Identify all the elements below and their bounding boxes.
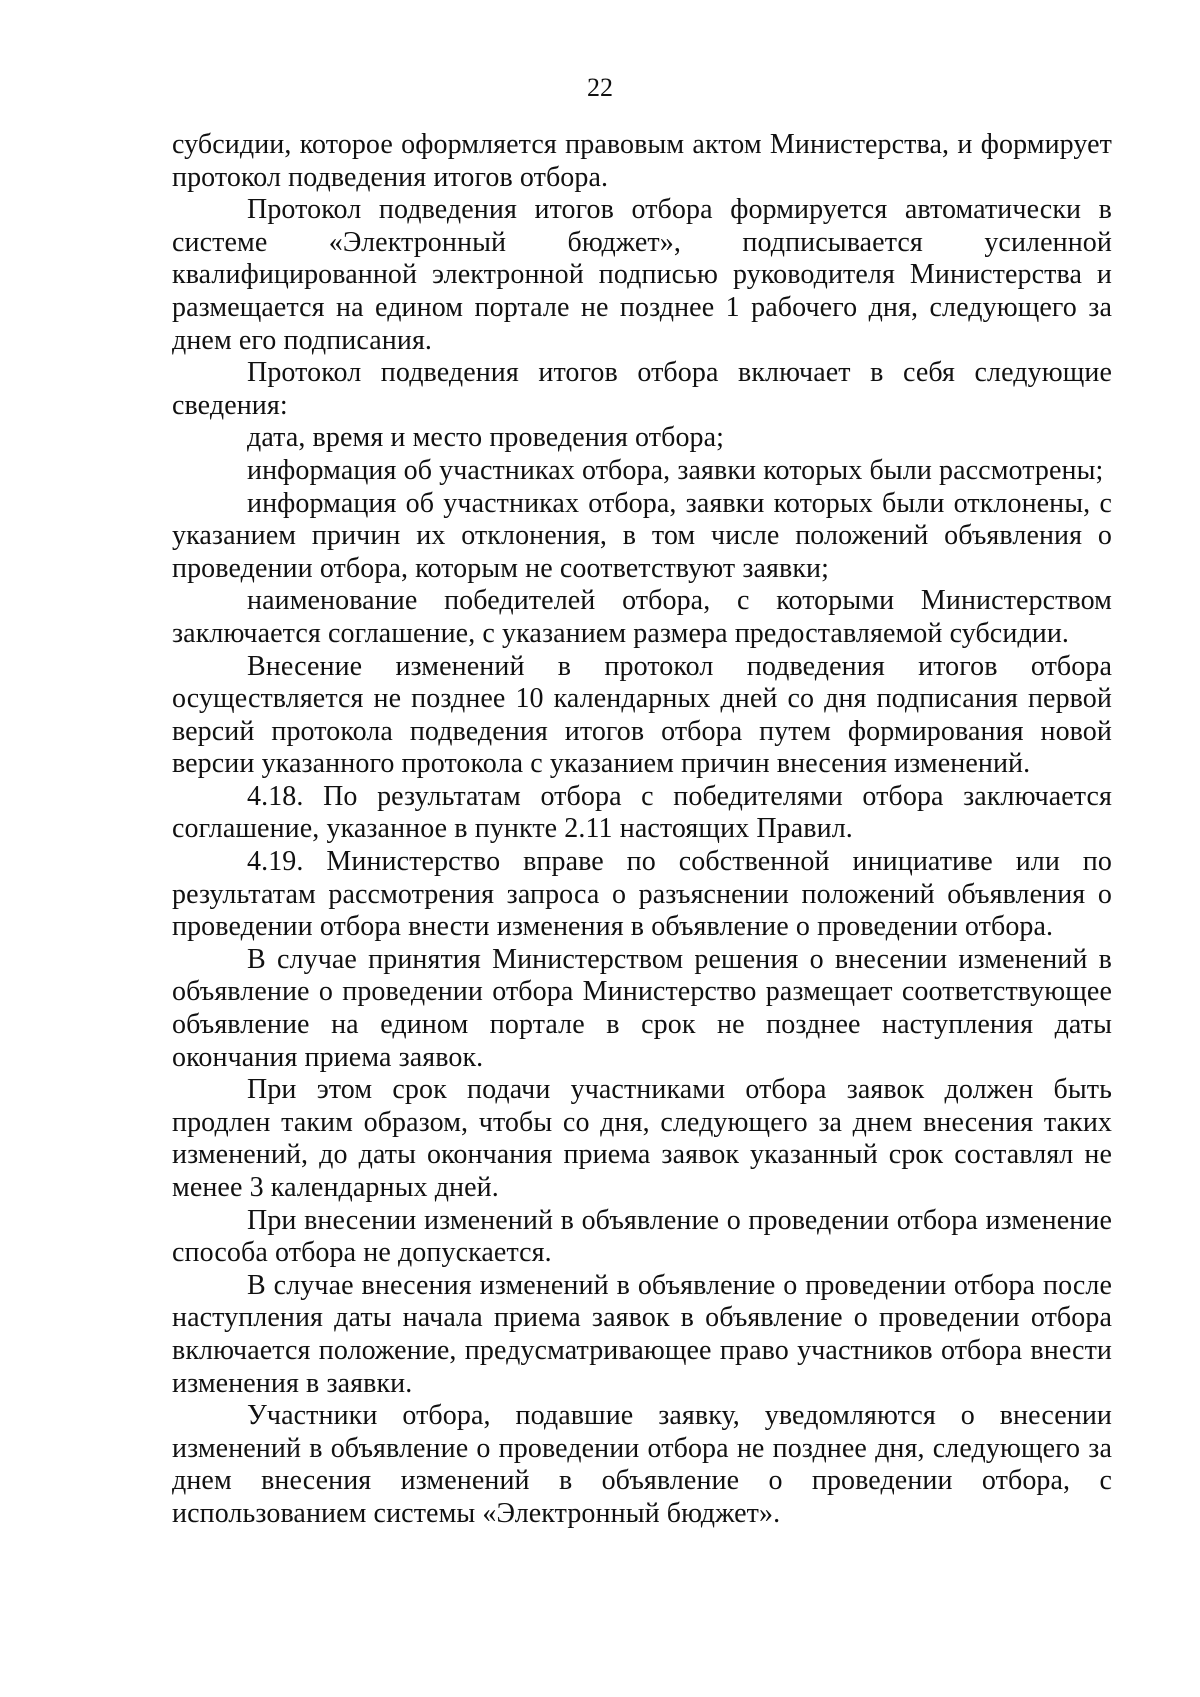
list-item-date-place: дата, время и место проведения отбора; xyxy=(247,422,725,454)
list-item-winners: наименование победителей отбора, с которыми Министерством заключается соглашение, с указанием размера предоставляемой субсидии. xyxy=(172,585,1112,649)
page-number: 22 xyxy=(587,73,613,102)
paragraph-announcement-changes: В случае принятия Министерством решения о внесении изменений в объявление о проведении отбора Министерство размещает соответствующее объявление на едином портале в срок не позднее наступления даты окончания приема заявок. xyxy=(172,943,1112,1073)
list-item-rejected-participants: информация об участниках отбора, заявки которых были отклонены, с указанием причин их отклонения, в том числе положений объявления о проведении отбора, которым не соответствуют заявки; xyxy=(172,487,1112,584)
paragraph-deadline-extension: При этом срок подачи участниками отбора заявок должен быть продлен таким образом, чтобы со дня, следующего за днем внесения таких изменений, до даты окончания приема заявок указанный срок составлял не менее 3 календарных дней. xyxy=(172,1074,1112,1203)
paragraph-clause-4-18: 4.18. По результатам отбора с победителями отбора заключается соглашение, указанное в пункте 2.11 настоящих Правил. xyxy=(172,780,1112,845)
paragraph-clause-4-19: 4.19. Министерство вправе по собственной инициативе или по результатам рассмотрения запроса о разъяснении положений объявления о проведении отбора внести изменения в объявление о проведении отбора. xyxy=(172,846,1112,943)
paragraph-application-changes: В случае внесения изменений в объявление о проведении отбора после наступления даты начала приема заявок в объявление о проведении отбора включается положение, предусматривающее право участников отбора внести изменения в заявки. xyxy=(172,1269,1112,1399)
paragraph-participant-notification: Участники отбора, подавшие заявку, уведомляются о внесении изменений в объявление о проведении отбора не позднее дня, следующего за днем внесения изменений в объявление о проведении отбора, с использованием системы «Электронный бюджет». xyxy=(172,1400,1112,1529)
paragraph-protocol-contents: Протокол подведения итогов отбора включает в себя следующие сведения: xyxy=(172,357,1112,421)
document-body xyxy=(172,129,1112,1531)
paragraph-continuation: субсидии, которое оформляется правовым актом Министерства, и формирует протокол подведения итогов отбора. xyxy=(172,129,1112,193)
paragraph-method-unchanged: При внесении изменений в объявление о проведении отбора изменение способа отбора не допускается. xyxy=(172,1204,1112,1269)
paragraph-protocol-formation: Протокол подведения итогов отбора формируется автоматически в системе «Электронный бюджет», подписывается усиленной квалифицированной электронной подписью руководителя Министерства и размещается на едином портале не позднее 1 рабочего дня, следующего за днем его подписания. xyxy=(172,194,1112,356)
paragraph-protocol-amendments: Внесение изменений в протокол подведения итогов отбора осуществляется не позднее 10 календарных дней со дня подписания первой версий протокола подведения итогов отбора путем формирования новой версии указанного протокола с указанием причин внесения изменений. xyxy=(172,650,1112,780)
list-item-reviewed-participants: информация об участниках отбора, заявки которых были рассмотрены; xyxy=(247,454,1104,486)
